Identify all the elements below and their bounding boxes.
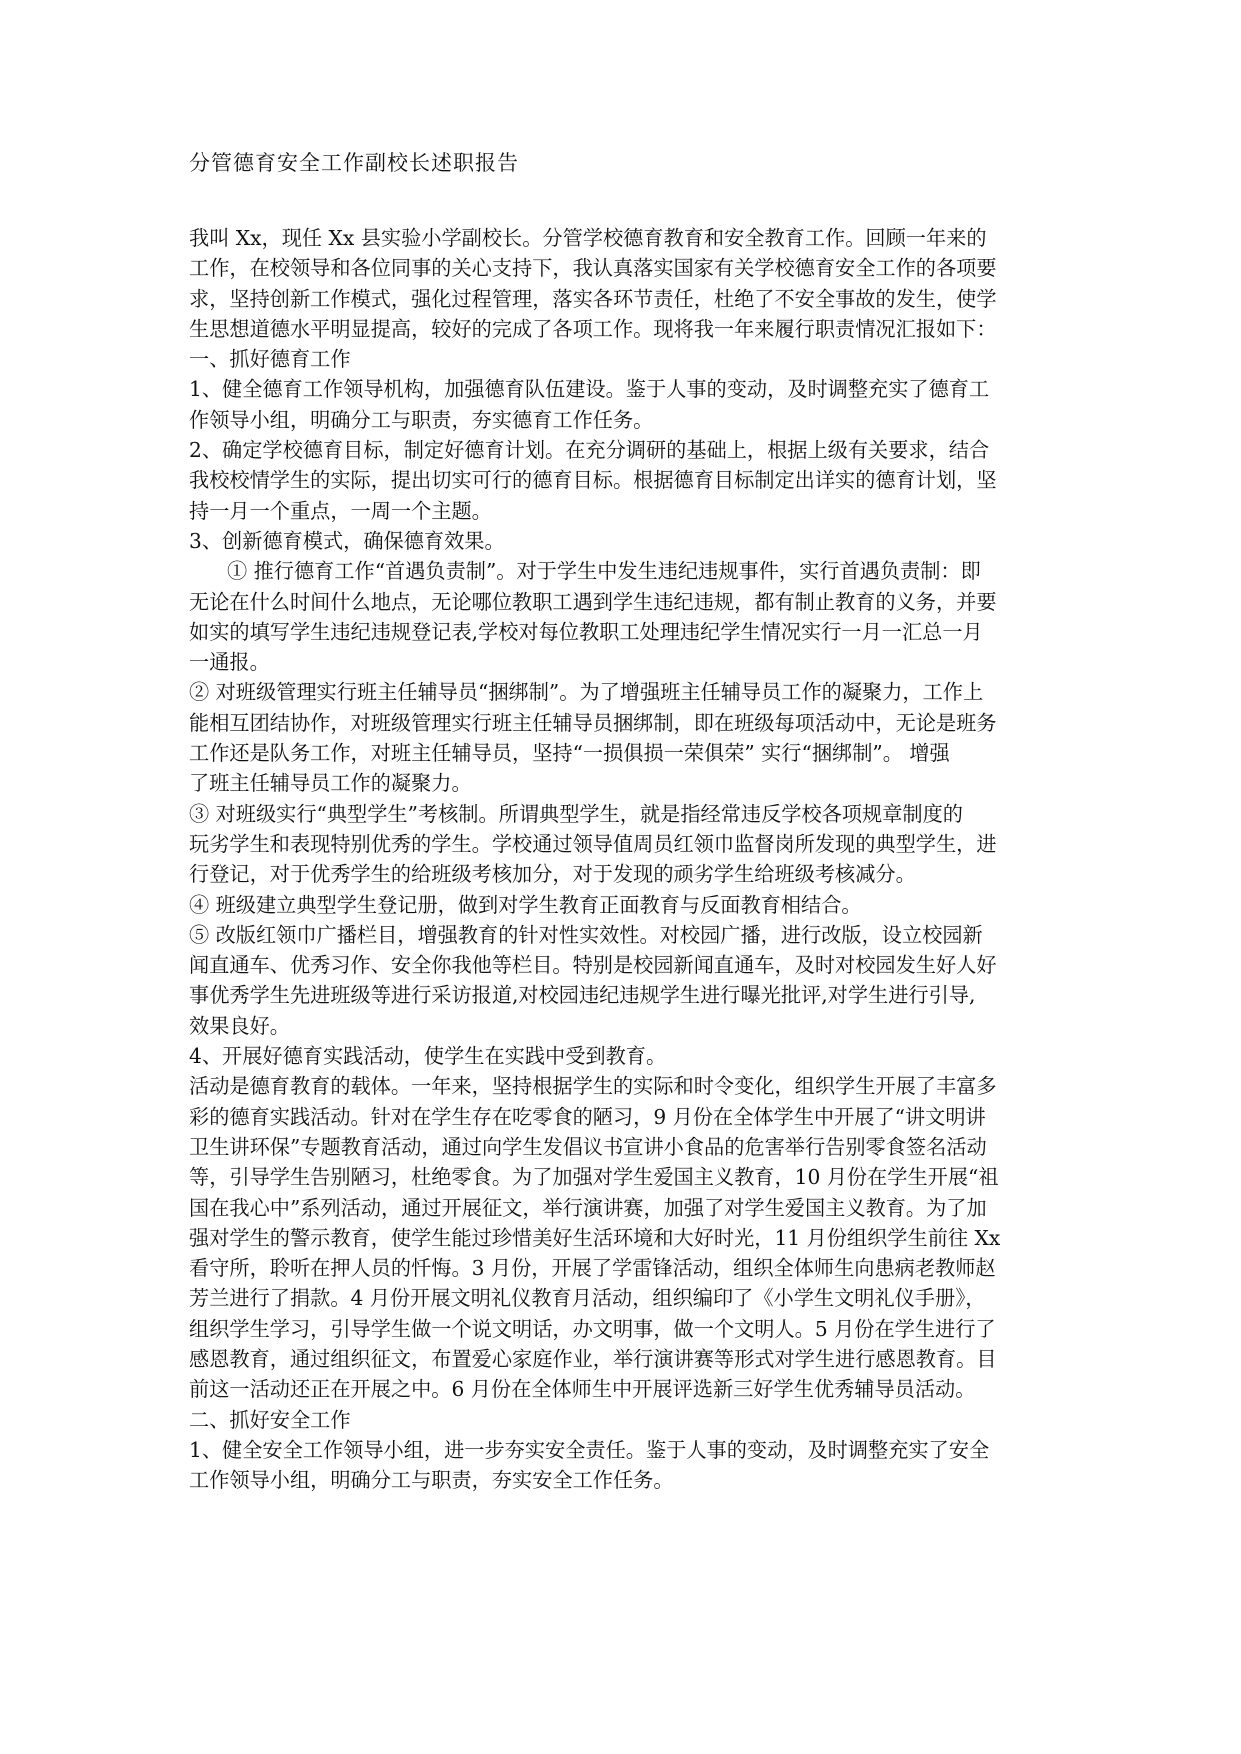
document-body [189,223,1053,1495]
text-line: 1、健全安全工作领导小组，进一步夯实安全责任。鉴于人事的变动，及时调整充实了安全 [189,1437,990,1462]
text-line: ① 推行德育工作“首遇负责制”。对于学生中发生违纪违规事件，实行首遇负责制：即 [227,559,981,584]
text-line: 一通报。 [189,650,270,675]
text-line: 活动是德育教育的载体。一年来，坚持根据学生的实际和时令变化，组织学生开展了丰富多 [189,1074,997,1099]
text-line: ② 对班级管理实行班主任辅导员“捆绑制”。为了增强班主任辅导员工作的凝聚力，工作上 [189,680,984,705]
text-line: 求，坚持创新工作模式，强化过程管理，落实各环节责任，杜绝了不安全事故的发生，使学 [189,286,997,311]
text-line: 看守所，聆听在押人员的忏悔。3 月份，开展了学雷锋活动，组织全体师生向患病老教师赵 [189,1256,996,1281]
text-line: 了班主任辅导员工作的凝聚力。 [189,771,472,796]
text-line: 工作，在校领导和各位同事的关心支持下，我认真落实国家有关学校德育安全工作的各项要 [189,256,997,281]
text-line: 2、确定学校德育目标，制定好德育计划。在充分调研的基础上，根据上级有关要求，结合 [189,438,990,463]
text-line: 玩劣学生和表现特别优秀的学生。学校通过领导值周员红领巾监督岗所发现的典型学生，进 [189,831,997,856]
text-line: 如实的填写学生违纪违规登记表,学校对每位教职工处理违纪学生情况实行一月一汇总一月 [189,619,983,644]
text-line: 芳兰进行了捐款。4 月份开展文明礼仪教育月活动，组织编印了《小学生文明礼仪手册》， [189,1286,986,1311]
text-line: 国在我心中”系列活动，通过开展征文，举行演讲赛，加强了对学生爱国主义教育。为了加 [189,1195,987,1220]
text-line: ④ 班级建立典型学生登记册，做到对学生教育正面教育与反面教育相结合。 [189,892,862,917]
text-line: 4、开展好德育实践活动，使学生在实践中受到教育。 [189,1044,667,1069]
text-line: 感恩教育，通过组织征文，布置爱心家庭作业，举行演讲赛等形式对学生进行感恩教育。目 [189,1346,997,1371]
text-line: ③ 对班级实行“典型学生”考核制。所谓典型学生，就是指经常违反学校各项规章制度的 [189,801,963,826]
text-line: 卫生讲环保”专题教育活动，通过向学生发倡议书宣讲小食品的危害举行告别零食签名活动 [189,1134,987,1159]
text-line: 前这一活动还正在开展之中。6 月份在全体师生中开展评选新三好学生优秀辅导员活动。 [189,1377,976,1402]
text-line: 强对学生的警示教育，使学生能过珍惜美好生活环境和大好时光，11 月份组织学生前往 Xx [189,1225,1001,1250]
document-page [189,148,1053,1495]
text-line: 无论在什么时间什么地点，无论哪位教职工遇到学生违纪违规，都有制止教育的义务，并要 [189,589,997,614]
text-line: 二、抓好安全工作 [189,1407,351,1432]
text-line: 持一月一个重点，一周一个主题。 [189,498,492,523]
text-line: 工作还是队务工作，对班主任辅导员，坚持“一损俱损一荣俱荣” 实行“捆绑制”。 增强 [189,741,950,766]
text-line: 生思想道德水平明显提高，较好的完成了各项工作。现将我一年来履行职责情况汇报如下： [189,316,997,341]
text-line: 等，引导学生告别陋习，杜绝零食。为了加强对学生爱国主义教育，10 月份在学生开展“祖 [189,1165,999,1190]
text-line: 行登记，对于优秀学生的给班级考核加分，对于发现的顽劣学生给班级考核减分。 [189,862,916,887]
text-line: 1、健全德育工作领导机构，加强德育队伍建设。鉴于人事的变动，及时调整充实了德育工 [189,377,990,402]
text-line: 工作领导小组，明确分工与职责，夯实安全工作任务。 [189,1468,674,1493]
text-line: 我校校情学生的实际，提出切实可行的德育目标。根据德育目标制定出详实的德育计划，坚 [189,468,997,493]
document-title: 分管德育安全工作副校长述职报告 [189,151,519,175]
text-line: 效果良好。 [189,1013,290,1038]
text-line: 一、抓好德育工作 [189,347,351,372]
text-line: ⑤ 改版红领巾广播栏目，增强教育的针对性实效性。对校园广播，进行改版，设立校园新 [189,922,983,947]
text-line: 组织学生学习，引导学生做一个说文明话，办文明事，做一个文明人。5 月份在学生进行了 [189,1316,996,1341]
text-line: 3、创新德育模式，确保德育效果。 [189,528,505,553]
text-line: 闻直通车、优秀习作、安全你我他等栏目。特别是校园新闻直通车，及时对校园发生好人好 [189,953,997,978]
text-line: 能相互团结协作，对班级管理实行班主任辅导员捆绑制，即在班级每项活动中，无论是班务 [189,710,997,735]
text-line: 我叫 Xx，现任 Xx 县实验小学副校长。分管学校德育教育和安全教育工作。回顾一年来的 [189,226,987,250]
text-line: 彩的德育实践活动。针对在学生存在吃零食的陋习，9 月份在全体学生中开展了“讲文明讲 [189,1104,986,1129]
text-line: 作领导小组，明确分工与职责，夯实德育工作任务。 [189,407,654,432]
text-line: 事优秀学生先进班级等进行采访报道,对校园违纪违规学生进行曝光批评,对学生进行引导, [189,983,976,1008]
